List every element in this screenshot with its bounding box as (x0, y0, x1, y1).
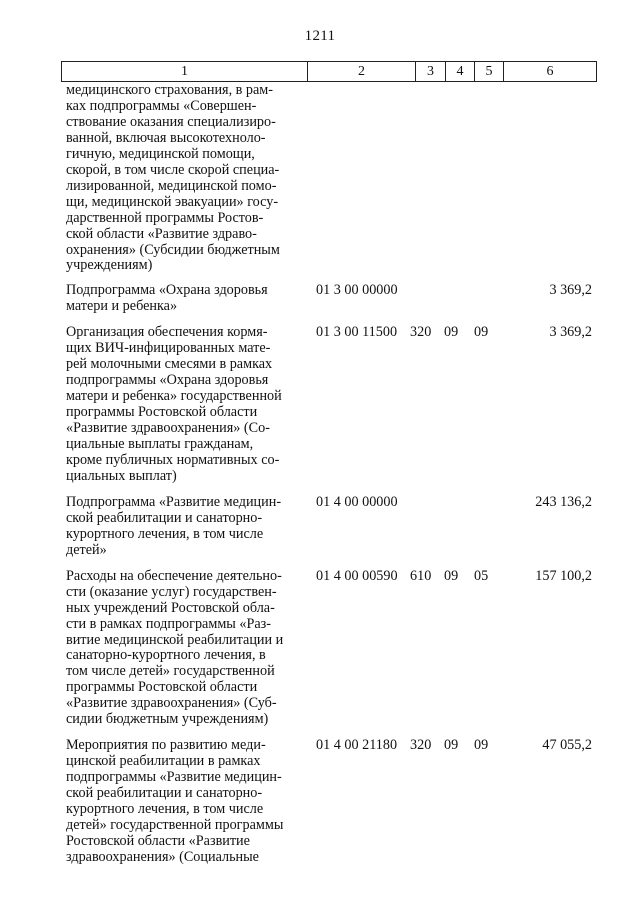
row-col-4: 09 (444, 737, 459, 754)
header-col-5: 5 (475, 62, 504, 81)
row-col-3: 610 (410, 567, 432, 584)
row-code: 01 3 00 00000 (316, 282, 398, 299)
row-code: 01 4 00 21180 (316, 737, 398, 754)
row-code: 01 4 00 00590 (316, 567, 398, 584)
page-number: 1211 (304, 28, 336, 44)
row-description: Подпрограмма «Развитие медицин- ской реабилитации и санаторно- курортного лечения, в том числе детей» (66, 493, 282, 558)
row-amount: 47 055,2 (542, 737, 592, 754)
header-col-2: 2 (308, 62, 416, 81)
row-amount: 243 136,2 (535, 493, 592, 510)
row-col-4: 09 (444, 567, 459, 584)
row-description: Подпрограмма «Охрана здоровья матери и ребенка» (66, 282, 268, 315)
table-row (66, 569, 596, 729)
row-col-3: 320 (410, 324, 432, 341)
table-row (66, 83, 596, 274)
row-col-5: 09 (474, 324, 489, 341)
row-col-5: 05 (474, 567, 489, 584)
header-col-3: 3 (416, 62, 446, 81)
header-col-4: 4 (446, 62, 475, 81)
row-code: 01 3 00 11500 (316, 324, 398, 341)
row-amount: 3 369,2 (549, 324, 592, 341)
row-description: Организация обеспечения кормя- щих ВИЧ-инфицированных мате- рей молочными смесями в рамках подпрограммы «Охрана здоровья матери и ребенка» государственной программы Ростовской области «Развитие здравоохранения» (Со- циальные выплаты гражданам, кроме публичных нормативных со- циальных выплат) (66, 324, 282, 484)
row-description: Мероприятия по развитию меди- цинской реабилитации в рамках подпрограммы «Развитие медицин- ской реабилитации и санаторно- курортного лечения, в том числе детей» государственной программы Ростовской области «Развитие здравоохранения» (Социальные (66, 737, 284, 865)
row-amount: 3 369,2 (549, 282, 592, 299)
header-col-1: 1 (62, 62, 308, 81)
row-description: Расходы на обеспечение деятельно- сти (оказание услуг) государствен- ных учреждений Ростовской обла- сти в рамках подпрограммы «Раз- витие медицинской реабилитации и санаторно-курортного лечения, в том числе детей» государственной программы Ростовской области «Развитие здравоохранения» (Суб- сидии бюджетным учреждениям) (66, 567, 284, 728)
header-col-6: 6 (546, 64, 554, 79)
table-row (66, 738, 596, 866)
table-header (61, 61, 597, 82)
row-description: медицинского страхования, в рам- ках подпрограммы «Совершен- ствование оказания специализиро- ванной, включая высокотехноло- гичную, медицинской помощи, скорой, в том числе скорой специа- лизированной, медицинской помо- щи, медицинской эвакуации» госу- дарственной программы Ростов- ской области «Развитие здраво- охранения» (Субсидии бюджетным учреждениям) (66, 82, 280, 274)
row-amount: 157 100,2 (535, 567, 592, 584)
row-col-4: 09 (444, 324, 459, 341)
table-body (66, 83, 596, 876)
row-col-5: 09 (474, 737, 489, 754)
table-row (66, 495, 596, 559)
row-code: 01 4 00 00000 (316, 493, 398, 510)
table-row (66, 283, 596, 315)
table-row (66, 325, 596, 485)
row-col-3: 320 (410, 737, 432, 754)
